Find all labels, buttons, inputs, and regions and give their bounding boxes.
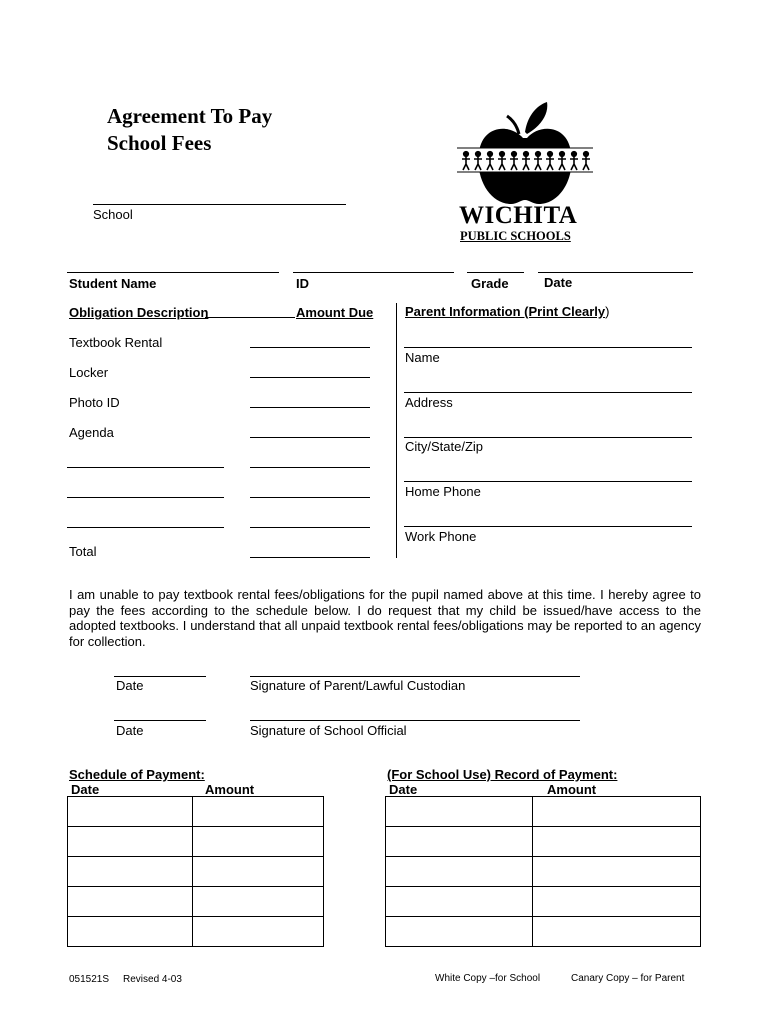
schedule-amount-cell[interactable] xyxy=(193,857,324,887)
record-date-cell[interactable] xyxy=(386,887,533,917)
record-amount-cell[interactable] xyxy=(533,917,701,947)
record-amount-cell[interactable] xyxy=(533,797,701,827)
official-signature-line[interactable] xyxy=(250,720,580,721)
apple-with-children-chain-icon xyxy=(455,100,595,210)
table-row xyxy=(68,887,324,917)
obligation-item-locker: Locker xyxy=(69,365,109,380)
parent-signature-date-label: Date xyxy=(116,678,144,693)
amount-line-blank[interactable] xyxy=(250,527,370,528)
date-line[interactable] xyxy=(538,272,693,273)
table-row xyxy=(68,917,324,947)
total-label: Total xyxy=(69,544,97,559)
parent-name-label: Name xyxy=(405,350,440,365)
official-signature-date-line[interactable] xyxy=(114,720,206,721)
obligation-item-agenda: Agenda xyxy=(69,425,114,440)
amount-line-photo-id[interactable] xyxy=(250,407,370,408)
schedule-amount-cell[interactable] xyxy=(193,917,324,947)
record-date-cell[interactable] xyxy=(386,917,533,947)
blank-description-line[interactable] xyxy=(67,497,224,498)
record-date-header: Date xyxy=(389,782,418,797)
agreement-paragraph: I am unable to pay textbook rental fees/obligations for the pupil named above at this time. I hereby agree to pay the fees according to the schedule below. I do request that my child be issued/have access to the adopted textbooks. I understand that all unpaid textbook rental fees/obligations may be reported to an agency for collection. xyxy=(69,587,701,649)
schedule-of-payment-table xyxy=(67,796,324,947)
table-row xyxy=(68,827,324,857)
record-date-cell[interactable] xyxy=(386,857,533,887)
parent-work-phone-label: Work Phone xyxy=(405,529,477,544)
parent-info-header-suffix: ) xyxy=(605,304,610,319)
table-row xyxy=(68,797,324,827)
schedule-date-cell[interactable] xyxy=(68,917,193,947)
amount-line-total[interactable] xyxy=(250,557,370,558)
record-amount-cell[interactable] xyxy=(533,887,701,917)
school-label: School xyxy=(93,207,133,222)
date-label: Date xyxy=(544,275,573,290)
record-of-payment-title: (For School Use) Record of Payment: xyxy=(387,767,618,782)
record-amount-cell[interactable] xyxy=(533,857,701,887)
parent-city-state-zip-label: City/State/Zip xyxy=(405,439,484,454)
form-number: 051521S xyxy=(69,974,110,985)
parent-info-header-text: Parent Information (Print Clearly xyxy=(405,304,606,319)
obligation-item-textbook-rental: Textbook Rental xyxy=(69,335,163,350)
schedule-date-cell[interactable] xyxy=(68,857,193,887)
parent-city-state-zip-line[interactable] xyxy=(404,437,692,438)
vertical-divider xyxy=(396,303,397,558)
form-title-line-1: Agreement To Pay xyxy=(107,104,273,128)
student-name-line[interactable] xyxy=(67,272,279,273)
record-amount-cell[interactable] xyxy=(533,827,701,857)
schedule-date-cell[interactable] xyxy=(68,887,193,917)
schedule-date-cell[interactable] xyxy=(68,827,193,857)
district-logo xyxy=(455,100,595,250)
schedule-date-header: Date xyxy=(71,782,100,797)
parent-name-line[interactable] xyxy=(404,347,692,348)
record-amount-header: Amount xyxy=(547,782,597,797)
school-line[interactable] xyxy=(93,204,346,205)
revision-date: Revised 4-03 xyxy=(123,974,182,985)
form-title-line-2: School Fees xyxy=(107,131,212,155)
amount-due-header: Amount Due xyxy=(296,305,374,320)
student-name-label: Student Name xyxy=(69,276,157,291)
amount-line-locker[interactable] xyxy=(250,377,370,378)
blank-description-line[interactable] xyxy=(67,527,224,528)
parent-address-label: Address xyxy=(405,395,453,410)
parent-signature-label: Signature of Parent/Lawful Custodian xyxy=(250,678,466,693)
official-signature-label: Signature of School Official xyxy=(250,723,407,738)
id-label: ID xyxy=(296,276,309,291)
record-date-cell[interactable] xyxy=(386,797,533,827)
parent-work-phone-line[interactable] xyxy=(404,526,692,527)
obligation-item-photo-id: Photo ID xyxy=(69,395,120,410)
white-copy-note: White Copy –for School xyxy=(435,973,541,984)
schedule-of-payment-title: Schedule of Payment: xyxy=(69,767,205,782)
grade-label: Grade xyxy=(471,276,509,291)
amount-line-blank[interactable] xyxy=(250,467,370,468)
table-row xyxy=(386,797,701,827)
logo-subtitle: PUBLIC SCHOOLS xyxy=(460,229,571,243)
amount-line-agenda[interactable] xyxy=(250,437,370,438)
logo-name: WICHITA xyxy=(459,202,578,229)
parent-info-header xyxy=(405,304,609,319)
table-row xyxy=(386,887,701,917)
parent-signature-line[interactable] xyxy=(250,676,580,677)
official-signature-date-label: Date xyxy=(116,723,144,738)
parent-address-line[interactable] xyxy=(404,392,692,393)
schedule-amount-cell[interactable] xyxy=(193,887,324,917)
schedule-amount-cell[interactable] xyxy=(193,797,324,827)
table-row xyxy=(386,917,701,947)
table-row xyxy=(386,857,701,887)
blank-description-line[interactable] xyxy=(67,467,224,468)
schedule-date-cell[interactable] xyxy=(68,797,193,827)
obligation-description-header: Obligation Description xyxy=(69,305,209,320)
record-date-cell[interactable] xyxy=(386,827,533,857)
obligation-header-rule xyxy=(205,317,295,318)
table-row xyxy=(386,827,701,857)
parent-home-phone-line[interactable] xyxy=(404,481,692,482)
table-row xyxy=(68,857,324,887)
schedule-amount-cell[interactable] xyxy=(193,827,324,857)
amount-line-textbook-rental[interactable] xyxy=(250,347,370,348)
parent-signature-date-line[interactable] xyxy=(114,676,206,677)
parent-home-phone-label: Home Phone xyxy=(405,484,481,499)
canary-copy-note: Canary Copy – for Parent xyxy=(571,973,685,984)
id-line[interactable] xyxy=(293,272,454,273)
record-of-payment-table xyxy=(385,796,701,947)
amount-line-blank[interactable] xyxy=(250,497,370,498)
grade-line[interactable] xyxy=(467,272,524,273)
schedule-amount-header: Amount xyxy=(205,782,255,797)
